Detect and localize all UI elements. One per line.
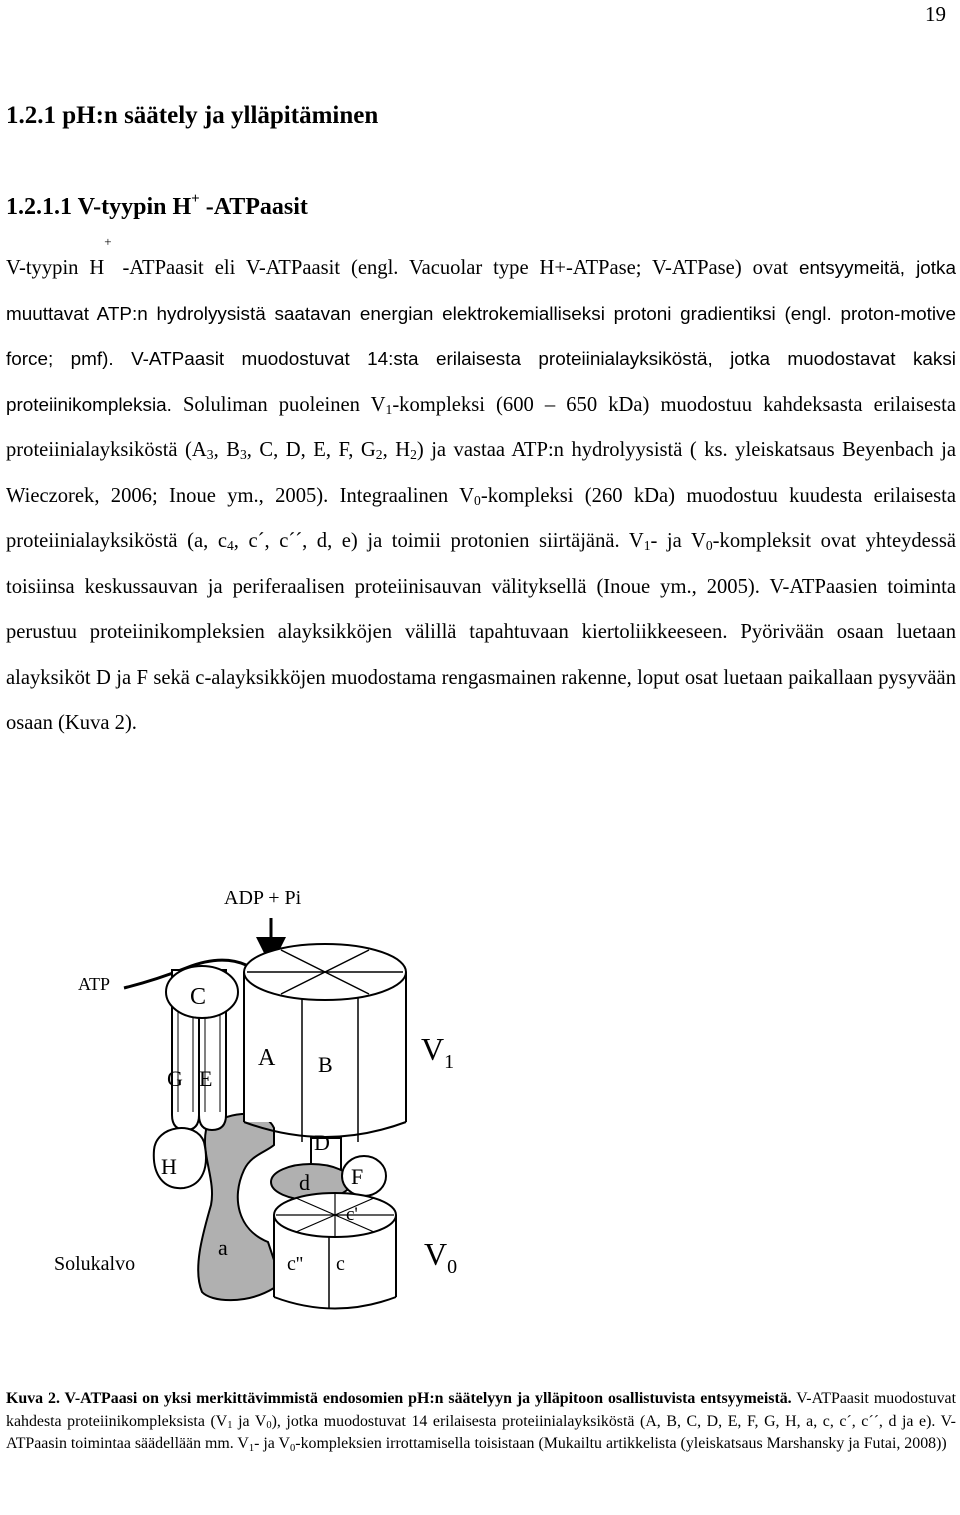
label-c-top: C	[190, 984, 207, 1010]
section-heading: 1.2.1 pH:n säätely ja ylläpitäminen	[6, 102, 379, 129]
label-adp: ADP + Pi	[224, 887, 302, 909]
label-f: F	[351, 1164, 364, 1189]
label-g: G	[167, 1066, 183, 1091]
label-atp: ATP	[78, 974, 111, 994]
label-b-upper: B	[318, 1052, 333, 1077]
label-a-lower: a	[218, 1235, 228, 1260]
label-a-upper: A	[258, 1045, 276, 1071]
label-c-lower: c	[336, 1253, 345, 1275]
label-h: H	[161, 1154, 177, 1179]
label-v0: $V_0$	[424, 1236, 458, 1278]
peripheral-stalk	[198, 1114, 274, 1300]
body-paragraph: V-tyypin H+ -ATPaasit eli V-ATPaasit (engl. Vacuolar type H+-ATPase; V-ATPase) ovat entsyymeitä, jotka muuttavat ATP:n hydrolyysistä saatavan energian elektrokemialliseksi protoni gradientiksi (engl. proton-motive force; pmf). V-ATPaasit muodostuvat 14:sta erilaisesta proteiinialayksiköstä, jotka muodostavat kaksi proteiinikompleksia. Soluliman puoleinen $V_1$-kompleksi (600 – 650 kDa) muodostuu kahdeksasta erilaisesta proteiinialayksiköstä ($A_3$, $B_3$, C, D, E, F, $G_2$, $H_2$) ja vastaa ATP:n hydrolyysistä ( ks. yleiskatsaus Beyenbach ja Wieczorek, 2006; Inoue ym., 2005). Integraalinen $V_0$-kompleksi (260 kDa) muodostuu kuudesta erilaisesta proteiinialayksiköstä (a, $c_4$, c´, c´´, d, e) ja toimii protonien siirtäjänä. $V_1-$ ja $V_0$-kompleksit ovat yhteydessä toisiinsa keskussauvan ja periferaalisen proteiinisauvan välityksellä (Inoue ym., 2005). V-ATPaasien toiminta perustuu proteiinikompleksien alayksikköjen välillä tapahtuvaan kiertoliikkeeseen. Pyörivään osaan luetaan alayksiköt D ja F sekä c-alayksikköjen muodostama rengasmainen rakenne, loput osat luetaan paikallaan pysyvään osaan (Kuva 2).	[6, 234, 956, 734]
label-c-dprime: c''	[287, 1253, 304, 1275]
label-v1: $V_1$	[421, 1031, 455, 1073]
page-number: 19	[925, 2, 946, 26]
label-d-lower: d	[299, 1170, 310, 1195]
label-membrane: Solukalvo	[54, 1253, 136, 1275]
label-c-prime: c'	[346, 1204, 358, 1225]
v-atpase-diagram	[6, 880, 554, 1380]
subunit-f	[342, 1156, 386, 1196]
label-e: E	[199, 1066, 213, 1091]
figure-caption: Kuva 2. V-ATPaasi on yksi merkittävimmistä endosomien pH:n säätelyyn ja ylläpitoon osallistuvista entsyymeistä. V-ATPaasit muodostuvat kahdesta proteiinikompleksista ($V_1$ ja $V_0$), jotka muodostuvat 14 erilaisesta proteiinialayksiköstä (A, B, C, D, E, F, G, H, a, c, c´, c´´, d ja e). V-ATPaasin toimintaa säädellään mm. $V_1-$ ja $V_0$-kompleksien irrottamisella toisistaan (Mukailtu artikkelista (yleiskatsaus Marshansky ja Futai, 2008))	[6, 1390, 956, 1455]
v-atpase-figure	[6, 880, 554, 1380]
subsection-heading: 1.2.1.1 V-tyypin H+ -ATPaasit	[6, 191, 308, 220]
label-d-upper: D	[314, 1130, 330, 1155]
